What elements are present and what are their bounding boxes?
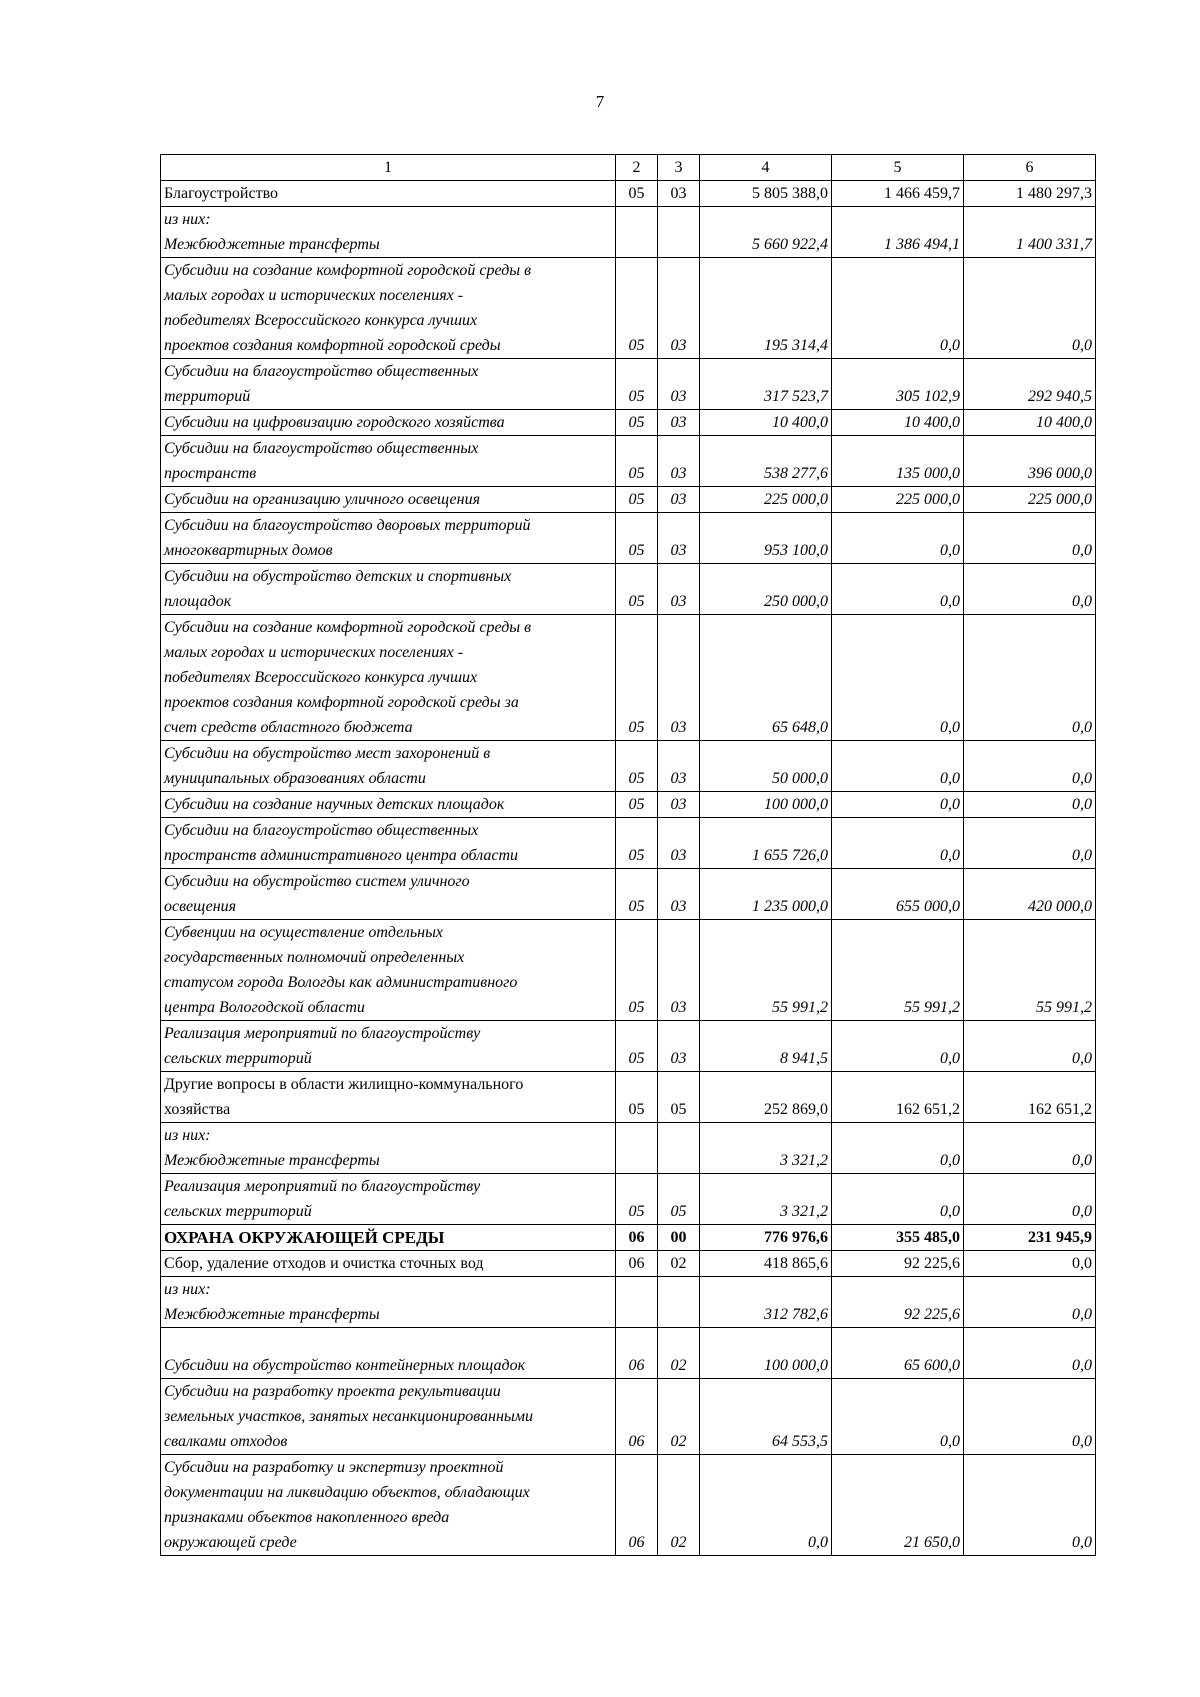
row-name-line: Субсидии на создание комфортной городской среды в	[164, 619, 532, 636]
row-name-line: малых городах и исторических поселениях -	[164, 644, 464, 661]
row-name-line: Субсидии на благоустройство общественных	[164, 440, 479, 457]
subsection-code-cell: 03	[658, 258, 700, 359]
amount-col5-cell: 1 466 459,7	[832, 181, 964, 207]
amount-col6-cell: 162 651,2	[964, 1072, 1096, 1123]
row-name-cell	[161, 1072, 616, 1123]
amount-col6-cell: 0,0	[964, 792, 1096, 818]
row-name-line: ОХРАНА ОКРУЖАЮЩЕЙ СРЕДЫ	[164, 1228, 445, 1247]
amount-col5-cell: 55 991,2	[832, 920, 964, 1021]
section-code-cell: 06	[616, 1455, 658, 1556]
row-name-line: центра Вологодской области	[164, 999, 365, 1016]
amount-col5-cell: 0,0	[832, 1123, 964, 1174]
row-name-cell	[161, 869, 616, 920]
amount-col6-cell: 0,0	[964, 564, 1096, 615]
subsection-code-cell: 03	[658, 1021, 700, 1072]
amount-col4-cell: 5 660 922,4	[700, 207, 832, 258]
subsection-code-cell: 03	[658, 181, 700, 207]
subsection-code-cell: 03	[658, 487, 700, 513]
table-row	[161, 410, 1096, 436]
row-name-line: признаками объектов накопленного вреда	[164, 1509, 450, 1526]
amount-col6-cell: 0,0	[964, 741, 1096, 792]
amount-col5-cell: 10 400,0	[832, 410, 964, 436]
amount-col5-cell: 0,0	[832, 258, 964, 359]
row-name-cell	[161, 410, 616, 436]
section-code-cell: 05	[616, 513, 658, 564]
row-name-line: статусом города Вологды как административного	[164, 974, 518, 991]
section-code-cell: 05	[616, 487, 658, 513]
row-name-line: площадок	[164, 593, 232, 610]
row-name-line: Субсидии на обустройство контейнерных площадок	[164, 1357, 526, 1374]
section-code-cell	[616, 1123, 658, 1174]
row-name-line: многоквартирных домов	[164, 542, 333, 559]
amount-col4-cell: 3 321,2	[700, 1123, 832, 1174]
amount-col4-cell: 100 000,0	[700, 1328, 832, 1379]
amount-col4-cell: 252 869,0	[700, 1072, 832, 1123]
row-name-line: победителях Всероссийского конкурса лучших	[164, 312, 478, 329]
amount-col6-cell: 0,0	[964, 1328, 1096, 1379]
table-row	[161, 1123, 1096, 1174]
amount-col6-cell: 0,0	[964, 1123, 1096, 1174]
row-name-line: окружающей среде	[164, 1534, 297, 1551]
section-code-cell: 05	[616, 258, 658, 359]
amount-col6-cell: 0,0	[964, 1251, 1096, 1277]
table-row	[161, 818, 1096, 869]
row-name-line: Субсидии на благоустройство общественных	[164, 363, 479, 380]
amount-col6-cell: 0,0	[964, 818, 1096, 869]
amount-col4-cell: 312 782,6	[700, 1277, 832, 1328]
amount-col6-cell: 1 480 297,3	[964, 181, 1096, 207]
row-name-line: Субсидии на обустройство систем уличного	[164, 873, 470, 890]
amount-col5-cell: 92 225,6	[832, 1277, 964, 1328]
row-name-line: победителях Всероссийского конкурса лучших	[164, 669, 478, 686]
subsection-code-cell: 03	[658, 920, 700, 1021]
amount-col5-cell: 162 651,2	[832, 1072, 964, 1123]
row-name-line: сельских территорий	[164, 1203, 312, 1220]
table-row	[161, 1174, 1096, 1225]
amount-col6-cell: 0,0	[964, 1021, 1096, 1072]
amount-col6-cell: 225 000,0	[964, 487, 1096, 513]
amount-col5-cell: 92 225,6	[832, 1251, 964, 1277]
subsection-code-cell: 05	[658, 1072, 700, 1123]
row-name-line: Межбюджетные трансферты	[164, 236, 380, 253]
amount-col5-cell: 0,0	[832, 818, 964, 869]
table-row	[161, 487, 1096, 513]
amount-col4-cell: 3 321,2	[700, 1174, 832, 1225]
row-name-cell	[161, 1328, 616, 1379]
section-code-cell: 05	[616, 1021, 658, 1072]
amount-col4-cell: 50 000,0	[700, 741, 832, 792]
row-name-line: территорий	[164, 388, 251, 405]
row-name-line: Субсидии на разработку проекта рекультивации	[164, 1383, 501, 1400]
subsection-code-cell	[658, 1277, 700, 1328]
subsection-code-cell: 03	[658, 869, 700, 920]
row-name-line: Межбюджетные трансферты	[164, 1152, 380, 1169]
amount-col6-cell: 0,0	[964, 615, 1096, 741]
row-name-line: Субсидии на создание научных детских площадок	[164, 796, 505, 813]
section-code-cell: 05	[616, 792, 658, 818]
amount-col5-cell: 0,0	[832, 615, 964, 741]
row-name-cell	[161, 615, 616, 741]
row-name-cell	[161, 1174, 616, 1225]
amount-col5-cell: 65 600,0	[832, 1328, 964, 1379]
page-number: 7	[595, 92, 605, 111]
column-header-3: 3	[658, 155, 700, 181]
section-code-cell: 05	[616, 818, 658, 869]
row-name-line: Благоустройство	[164, 185, 279, 202]
budget-table	[160, 154, 1096, 1556]
amount-col5-cell: 355 485,0	[832, 1225, 964, 1251]
table-row	[161, 1072, 1096, 1123]
amount-col4-cell: 0,0	[700, 1455, 832, 1556]
amount-col5-cell: 21 650,0	[832, 1455, 964, 1556]
amount-col6-cell: 0,0	[964, 258, 1096, 359]
row-name-line: из них:	[164, 211, 211, 228]
row-name-line: Субсидии на цифровизацию городского хозяйства	[164, 414, 505, 431]
row-name-line: проектов создания комфортной городской среды	[164, 337, 501, 354]
subsection-code-cell: 03	[658, 818, 700, 869]
row-name-cell	[161, 359, 616, 410]
section-code-cell: 05	[616, 181, 658, 207]
row-name-line: Субсидии на создание комфортной городской среды в	[164, 262, 532, 279]
row-name-cell	[161, 487, 616, 513]
amount-col6-cell: 0,0	[964, 1379, 1096, 1455]
row-name-cell	[161, 564, 616, 615]
section-code-cell: 05	[616, 741, 658, 792]
section-code-cell: 06	[616, 1379, 658, 1455]
amount-col6-cell: 0,0	[964, 513, 1096, 564]
amount-col6-cell: 420 000,0	[964, 869, 1096, 920]
row-name-line: Межбюджетные трансферты	[164, 1306, 380, 1323]
amount-col4-cell: 538 277,6	[700, 436, 832, 487]
table-row	[161, 792, 1096, 818]
row-name-line: пространств административного центра области	[164, 847, 519, 864]
amount-col5-cell: 305 102,9	[832, 359, 964, 410]
row-name-cell	[161, 1455, 616, 1556]
amount-col6-cell: 0,0	[964, 1277, 1096, 1328]
table-row	[161, 869, 1096, 920]
amount-col4-cell: 776 976,6	[700, 1225, 832, 1251]
row-name-cell	[161, 792, 616, 818]
table-row	[161, 359, 1096, 410]
amount-col6-cell: 1 400 331,7	[964, 207, 1096, 258]
row-name-line: счет средств областного бюджета	[164, 719, 413, 736]
column-header-5: 5	[832, 155, 964, 181]
row-name-line: освещения	[164, 898, 237, 915]
section-code-cell: 05	[616, 1072, 658, 1123]
subsection-code-cell: 02	[658, 1328, 700, 1379]
row-name-line: муниципальных образованиях области	[164, 770, 426, 787]
amount-col4-cell: 65 648,0	[700, 615, 832, 741]
subsection-code-cell: 03	[658, 792, 700, 818]
column-header-6: 6	[964, 155, 1096, 181]
amount-col4-cell: 55 991,2	[700, 920, 832, 1021]
row-name-cell	[161, 1251, 616, 1277]
row-name-line: Субсидии на обустройство детских и спортивных	[164, 568, 512, 585]
row-name-line: Другие вопросы в области жилищно-коммунального	[164, 1076, 524, 1093]
row-name-line: Субвенции на осуществление отдельных	[164, 924, 443, 941]
section-code-cell: 05	[616, 564, 658, 615]
subsection-code-cell: 03	[658, 436, 700, 487]
amount-col6-cell: 0,0	[964, 1174, 1096, 1225]
amount-col5-cell: 0,0	[832, 792, 964, 818]
amount-col6-cell: 231 945,9	[964, 1225, 1096, 1251]
amount-col4-cell: 5 805 388,0	[700, 181, 832, 207]
amount-col4-cell: 1 235 000,0	[700, 869, 832, 920]
row-name-cell	[161, 1123, 616, 1174]
amount-col4-cell: 317 523,7	[700, 359, 832, 410]
row-name-cell	[161, 436, 616, 487]
table-row	[161, 1455, 1096, 1556]
amount-col5-cell: 1 386 494,1	[832, 207, 964, 258]
row-name-line: из них:	[164, 1127, 211, 1144]
row-name-cell	[161, 920, 616, 1021]
row-name-line: малых городах и исторических поселениях -	[164, 287, 464, 304]
amount-col5-cell: 225 000,0	[832, 487, 964, 513]
subsection-code-cell: 03	[658, 410, 700, 436]
amount-col4-cell: 250 000,0	[700, 564, 832, 615]
row-name-line: Субсидии на разработку и экспертизу проектной	[164, 1459, 504, 1476]
table-row	[161, 564, 1096, 615]
table-row	[161, 181, 1096, 207]
row-name-cell	[161, 818, 616, 869]
amount-col4-cell: 8 941,5	[700, 1021, 832, 1072]
row-name-line: Субсидии на благоустройство общественных	[164, 822, 479, 839]
section-code-cell: 06	[616, 1225, 658, 1251]
budget-table-body	[161, 155, 1096, 1556]
section-code-cell	[616, 1277, 658, 1328]
amount-col5-cell: 0,0	[832, 513, 964, 564]
amount-col6-cell: 55 991,2	[964, 920, 1096, 1021]
section-code-cell: 05	[616, 359, 658, 410]
table-row	[161, 1225, 1096, 1251]
amount-col6-cell: 396 000,0	[964, 436, 1096, 487]
row-name-cell	[161, 1225, 616, 1251]
amount-col4-cell: 195 314,4	[700, 258, 832, 359]
row-name-cell	[161, 741, 616, 792]
row-name-line: Субсидии на организацию уличного освещения	[164, 491, 481, 508]
subsection-code-cell: 03	[658, 513, 700, 564]
amount-col4-cell: 418 865,6	[700, 1251, 832, 1277]
row-name-cell	[161, 181, 616, 207]
table-row	[161, 207, 1096, 258]
section-code-cell	[616, 207, 658, 258]
amount-col4-cell: 953 100,0	[700, 513, 832, 564]
section-code-cell: 05	[616, 615, 658, 741]
table-row	[161, 741, 1096, 792]
amount-col4-cell: 100 000,0	[700, 792, 832, 818]
amount-col5-cell: 0,0	[832, 1174, 964, 1225]
row-name-line: государственных полномочий определенных	[164, 949, 465, 966]
row-name-cell	[161, 1021, 616, 1072]
subsection-code-cell: 02	[658, 1455, 700, 1556]
subsection-code-cell: 02	[658, 1379, 700, 1455]
column-header-row	[161, 155, 1096, 181]
row-name-line: проектов создания комфортной городской среды за	[164, 694, 519, 711]
section-code-cell: 05	[616, 920, 658, 1021]
row-name-line	[164, 1328, 612, 1353]
row-name-line: Субсидии на обустройство мест захоронений в	[164, 745, 491, 762]
section-code-cell: 05	[616, 436, 658, 487]
amount-col4-cell: 64 553,5	[700, 1379, 832, 1455]
row-name-cell	[161, 258, 616, 359]
amount-col5-cell: 0,0	[832, 1021, 964, 1072]
table-row	[161, 1251, 1096, 1277]
row-name-line: Субсидии на благоустройство дворовых территорий	[164, 517, 531, 534]
section-code-cell: 05	[616, 1174, 658, 1225]
row-name-line: пространств	[164, 465, 257, 482]
amount-col6-cell: 0,0	[964, 1455, 1096, 1556]
row-name-line: документации на ликвидацию объектов, обладающих	[164, 1484, 530, 1501]
section-code-cell: 06	[616, 1328, 658, 1379]
row-name-cell	[161, 513, 616, 564]
subsection-code-cell	[658, 1123, 700, 1174]
amount-col5-cell: 0,0	[832, 741, 964, 792]
row-name-line: Сбор, удаление отходов и очистка сточных вод	[164, 1255, 484, 1272]
amount-col6-cell: 10 400,0	[964, 410, 1096, 436]
subsection-code-cell: 02	[658, 1251, 700, 1277]
subsection-code-cell: 03	[658, 741, 700, 792]
row-name-cell	[161, 1379, 616, 1455]
table-row	[161, 1021, 1096, 1072]
subsection-code-cell: 03	[658, 564, 700, 615]
amount-col4-cell: 1 655 726,0	[700, 818, 832, 869]
table-row	[161, 615, 1096, 741]
subsection-code-cell: 03	[658, 359, 700, 410]
table-row	[161, 513, 1096, 564]
amount-col5-cell: 0,0	[832, 564, 964, 615]
section-code-cell: 06	[616, 1251, 658, 1277]
row-name-line: сельских территорий	[164, 1050, 312, 1067]
subsection-code-cell: 03	[658, 615, 700, 741]
section-code-cell: 05	[616, 869, 658, 920]
subsection-code-cell: 00	[658, 1225, 700, 1251]
section-code-cell: 05	[616, 410, 658, 436]
row-name-cell	[161, 207, 616, 258]
subsection-code-cell	[658, 207, 700, 258]
row-name-line: хозяйства	[164, 1101, 231, 1118]
row-name-line: из них:	[164, 1281, 211, 1298]
column-header-4: 4	[700, 155, 832, 181]
amount-col5-cell: 0,0	[832, 1379, 964, 1455]
row-name-line: Реализация мероприятий по благоустройству	[164, 1178, 481, 1195]
row-name-line: свалками отходов	[164, 1433, 288, 1450]
column-header-2: 2	[616, 155, 658, 181]
subsection-code-cell: 05	[658, 1174, 700, 1225]
amount-col4-cell: 10 400,0	[700, 410, 832, 436]
table-row	[161, 1277, 1096, 1328]
amount-col6-cell: 292 940,5	[964, 359, 1096, 410]
amount-col5-cell: 655 000,0	[832, 869, 964, 920]
row-name-line: земельных участков, занятых несанкционированными	[164, 1408, 533, 1425]
amount-col5-cell: 135 000,0	[832, 436, 964, 487]
row-name-line: Реализация мероприятий по благоустройству	[164, 1025, 481, 1042]
table-row	[161, 1328, 1096, 1379]
row-name-cell	[161, 1277, 616, 1328]
table-row	[161, 436, 1096, 487]
column-header-1: 1	[161, 155, 616, 181]
table-row	[161, 1379, 1096, 1455]
amount-col4-cell: 225 000,0	[700, 487, 832, 513]
table-row	[161, 920, 1096, 1021]
table-row	[161, 258, 1096, 359]
